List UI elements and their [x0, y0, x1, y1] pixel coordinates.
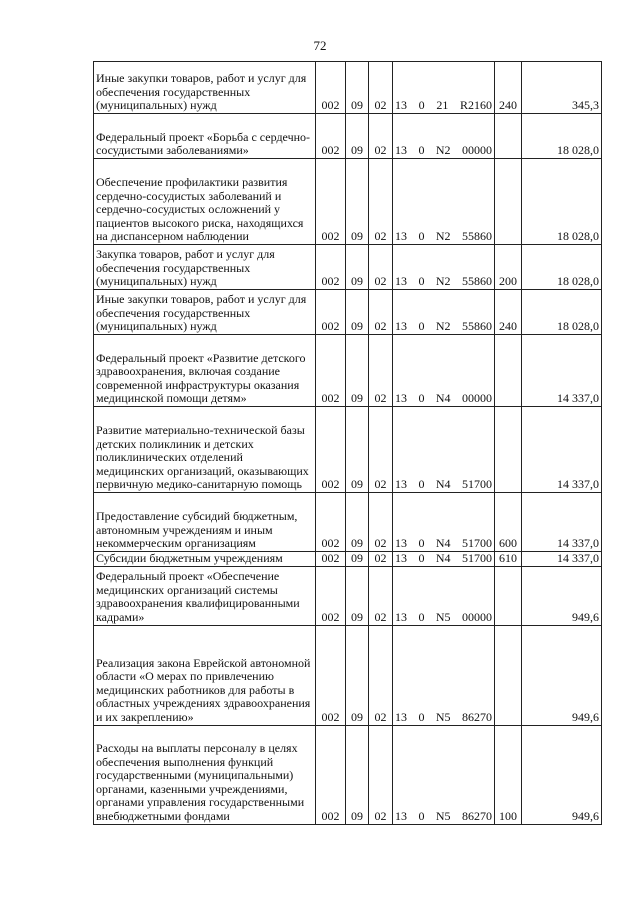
- target-article-part: N5: [435, 809, 451, 823]
- subsection-code: 02: [369, 566, 393, 625]
- target-article-part: N4: [435, 477, 451, 492]
- ministry-code: 002: [316, 493, 346, 552]
- expense-type-code: 240: [495, 290, 522, 335]
- target-article-code: [393, 552, 495, 567]
- amount: 18 028,0: [522, 159, 602, 245]
- ministry-code: 002: [316, 552, 346, 567]
- section-code: 09: [346, 62, 369, 114]
- subsection-code: 02: [369, 159, 393, 245]
- target-article-part: 13: [395, 551, 407, 565]
- target-article-code: [393, 114, 495, 159]
- table-row: [94, 335, 602, 407]
- target-article-part: 86270: [461, 710, 492, 724]
- amount: 14 337,0: [522, 493, 602, 552]
- row-name-cell: [94, 245, 316, 290]
- target-article-part: 13: [395, 710, 407, 724]
- target-article-part: 51700: [461, 536, 492, 551]
- target-article-part: 51700: [461, 477, 492, 492]
- ministry-code: 002: [316, 114, 346, 159]
- ministry-code: 002: [316, 407, 346, 493]
- target-article-code: [393, 725, 495, 824]
- table-row: [94, 625, 602, 725]
- target-article-part: 21: [436, 98, 449, 113]
- row-name-cell: [94, 625, 316, 725]
- target-article-code: [393, 335, 495, 407]
- section-code: 09: [346, 552, 369, 567]
- target-article-part: 13: [395, 98, 407, 113]
- amount: 949,6: [522, 725, 602, 824]
- target-article-code: [393, 493, 495, 552]
- row-name-cell: [94, 114, 316, 159]
- amount: 18 028,0: [522, 114, 602, 159]
- table-row: [94, 407, 602, 493]
- subsection-code: 02: [369, 552, 393, 567]
- ministry-code: 002: [316, 290, 346, 335]
- target-article-code: [393, 245, 495, 290]
- ministry-code: 002: [316, 245, 346, 290]
- amount: 18 028,0: [522, 290, 602, 335]
- expense-type-code: 600: [495, 493, 522, 552]
- target-article-part: N4: [435, 536, 451, 551]
- row-name: Федеральный проект «Борьба с сердечно-сосудистыми заболеваниями»: [96, 129, 311, 158]
- row-name: Реализация закона Еврейской автономной области «О мерах по привлечению медицинских работников для работы в областных учреждениях здравоохранения и их закреплению»: [96, 655, 311, 724]
- ministry-code: 002: [316, 625, 346, 725]
- amount: 345,3: [522, 62, 602, 114]
- amount: 14 337,0: [522, 552, 602, 567]
- expense-type-code: [495, 625, 522, 725]
- table-row: [94, 725, 602, 824]
- row-name: Федеральный проект «Обеспечение медицинских организаций системы здравоохранения квалифицированными кадрами»: [96, 569, 300, 624]
- row-name: Предоставление субсидий бюджетным, автономным учреждениям и иным некоммерческим организациям: [96, 509, 298, 551]
- subsection-code: 02: [369, 625, 393, 725]
- row-name-cell: [94, 335, 316, 407]
- table-row: [94, 552, 602, 567]
- target-article-part: 0: [418, 391, 425, 406]
- section-code: 09: [346, 245, 369, 290]
- expense-type-code: [495, 566, 522, 625]
- row-name: Иные закупки товаров, работ и услуг для обеспечения государственных (муниципальных) нужд: [96, 71, 307, 113]
- table-row: [94, 493, 602, 552]
- target-article-part: 0: [418, 274, 425, 289]
- row-name-cell: [94, 62, 316, 114]
- row-name-cell: [94, 407, 316, 493]
- target-article-code: [393, 566, 495, 625]
- target-article-part: 0: [418, 809, 425, 823]
- target-article-part: 13: [395, 477, 407, 492]
- target-article-part: N4: [435, 391, 451, 406]
- table-row: [94, 290, 602, 335]
- target-article-part: 0: [418, 319, 425, 334]
- expense-type-code: [495, 159, 522, 245]
- subsection-code: 02: [369, 114, 393, 159]
- expense-type-code: [495, 114, 522, 159]
- subsection-code: 02: [369, 493, 393, 552]
- row-name-cell: [94, 552, 316, 567]
- row-name: Развитие материально-технической базы детских поликлиник и детских поликлинических отделений медицинских организаций, оказывающих первичную медико-санитарную помощь: [96, 423, 309, 492]
- row-name-cell: [94, 493, 316, 552]
- target-article-part: 00000: [461, 610, 492, 624]
- amount: 949,6: [522, 625, 602, 725]
- target-article-part: N5: [435, 710, 451, 724]
- target-article-code: [393, 62, 495, 114]
- target-article-part: 0: [418, 536, 425, 551]
- row-name-cell: [94, 290, 316, 335]
- target-article-part: 13: [395, 610, 407, 624]
- target-article-part: 13: [395, 319, 407, 334]
- target-article-code: [393, 625, 495, 725]
- expense-type-code: 200: [495, 245, 522, 290]
- target-article-part: 00000: [461, 391, 492, 406]
- target-article-part: N5: [435, 610, 451, 624]
- ministry-code: 002: [316, 62, 346, 114]
- row-name: Иные закупки товаров, работ и услуг для обеспечения государственных (муниципальных) нужд: [96, 292, 307, 334]
- subsection-code: 02: [369, 407, 393, 493]
- target-article-part: 0: [418, 551, 425, 565]
- table-row: [94, 114, 602, 159]
- row-name: Федеральный проект «Развитие детского здравоохранения, включая создание современной инфраструктуры оказания медицинской помощи детям»: [96, 350, 306, 406]
- ministry-code: 002: [316, 725, 346, 824]
- target-article-part: 55860: [461, 229, 492, 244]
- subsection-code: 02: [369, 62, 393, 114]
- table-row: [94, 566, 602, 625]
- row-name-cell: [94, 566, 316, 625]
- amount: 949,6: [522, 566, 602, 625]
- table-body: [94, 62, 602, 825]
- section-code: 09: [346, 159, 369, 245]
- target-article-part: 55860: [461, 319, 492, 334]
- target-article-part: 0: [418, 477, 425, 492]
- target-article-part: 55860: [461, 274, 492, 289]
- row-name: Расходы на выплаты персоналу в целях обеспечения выполнения функций государственными (муниципальными) органами, казенными учреждениями, органами управления государственными внебюджетными фондами: [96, 741, 305, 823]
- target-article-part: 13: [395, 391, 407, 406]
- target-article-part: 13: [395, 809, 407, 823]
- ministry-code: 002: [316, 566, 346, 625]
- amount: 18 028,0: [522, 245, 602, 290]
- target-article-part: 51700: [461, 551, 492, 565]
- target-article-part: 13: [395, 143, 407, 158]
- target-article-part: R2160: [459, 98, 492, 113]
- subsection-code: 02: [369, 245, 393, 290]
- subsection-code: 02: [369, 725, 393, 824]
- target-article-part: N4: [435, 551, 451, 565]
- target-article-part: 13: [395, 229, 407, 244]
- table-row: [94, 245, 602, 290]
- ministry-code: 002: [316, 159, 346, 245]
- row-name-cell: [94, 159, 316, 245]
- section-code: 09: [346, 290, 369, 335]
- expense-type-code: [495, 407, 522, 493]
- section-code: 09: [346, 114, 369, 159]
- section-code: 09: [346, 566, 369, 625]
- amount: 14 337,0: [522, 335, 602, 407]
- target-article-part: 0: [418, 143, 425, 158]
- subsection-code: 02: [369, 290, 393, 335]
- target-article-part: 13: [395, 536, 407, 551]
- section-code: 09: [346, 725, 369, 824]
- row-name-cell: [94, 725, 316, 824]
- section-code: 09: [346, 493, 369, 552]
- target-article-code: [393, 290, 495, 335]
- row-name: Закупка товаров, работ и услуг для обеспечения государственных (муниципальных) нужд: [96, 247, 275, 289]
- target-article-part: N2: [435, 274, 451, 289]
- target-article-part: 0: [418, 229, 425, 244]
- expense-type-code: 240: [495, 62, 522, 114]
- amount: 14 337,0: [522, 407, 602, 493]
- target-article-part: 13: [395, 274, 407, 289]
- row-name: Субсидии бюджетным учреждениям: [96, 551, 283, 565]
- row-name: Обеспечение профилактики развития сердечно-сосудистых заболеваний и сердечно-сосудистых осложнений у пациентов высокого риска, находящихся на диспансерном наблюдении: [96, 175, 304, 244]
- budget-table: [93, 61, 602, 825]
- target-article-code: [393, 407, 495, 493]
- expense-type-code: 100: [495, 725, 522, 824]
- table-row: [94, 159, 602, 245]
- target-article-part: N2: [435, 229, 451, 244]
- subsection-code: 02: [369, 335, 393, 407]
- target-article-part: 00000: [461, 143, 492, 158]
- section-code: 09: [346, 335, 369, 407]
- target-article-part: N2: [435, 143, 451, 158]
- page-number: 72: [313, 38, 327, 53]
- section-code: 09: [346, 625, 369, 725]
- target-article-part: 0: [418, 98, 425, 113]
- expense-type-code: 610: [495, 552, 522, 567]
- target-article-code: [393, 159, 495, 245]
- target-article-part: N2: [435, 319, 451, 334]
- table-row: [94, 62, 602, 114]
- section-code: 09: [346, 407, 369, 493]
- target-article-part: 0: [418, 710, 425, 724]
- target-article-part: 0: [418, 610, 425, 624]
- ministry-code: 002: [316, 335, 346, 407]
- expense-type-code: [495, 335, 522, 407]
- target-article-part: 86270: [461, 809, 492, 823]
